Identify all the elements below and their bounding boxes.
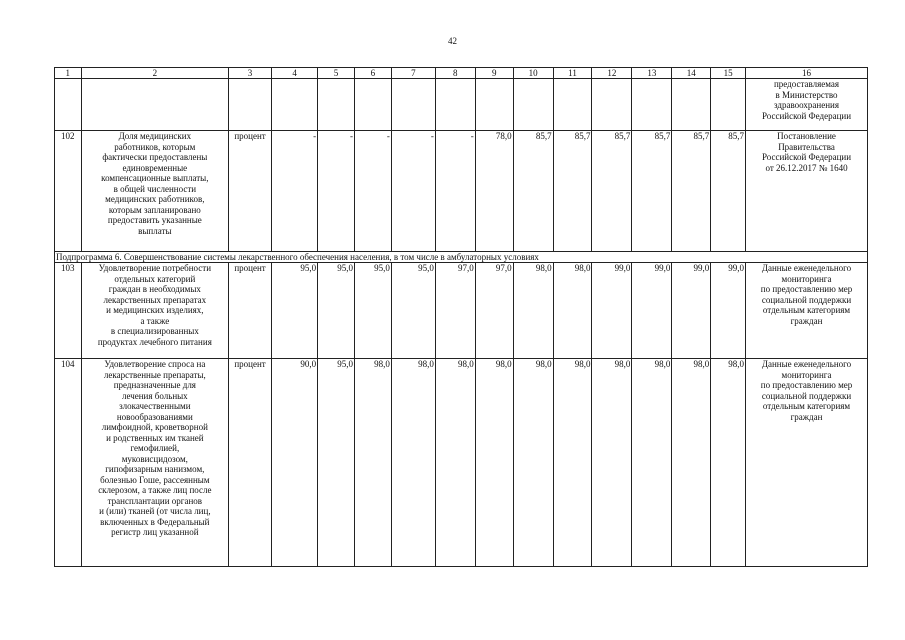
value-cell: - xyxy=(318,131,355,252)
value-cell: 95,0 xyxy=(391,263,435,359)
data-source: Постановление Правительства Российской Федерации от 26.12.2017 № 1640 xyxy=(746,131,868,252)
value-cell xyxy=(354,79,391,131)
indicator-name: Удовлетворение спроса на лекарственные препараты, предназначенные для лечения больных злокачественными новообразованиями лимфоидной, кроветворной и родственных им тканей гемофилией, муковисцидозом, гипофизарным нанизмом, болезнью Гоше, рассеянным склерозом, а также лиц после трансплантации органов и (или) тканей (от числа лиц, включенных в Федеральный регистр лиц указанной xyxy=(81,359,228,567)
header-cell: 11 xyxy=(553,68,592,79)
value-cell: - xyxy=(272,131,318,252)
unit: процент xyxy=(229,359,272,567)
header-cell: 2 xyxy=(81,68,228,79)
value-cell: 78,0 xyxy=(475,131,513,252)
value-cell: 98,0 xyxy=(513,263,553,359)
page-number: 42 xyxy=(448,36,457,46)
value-cell: 98,0 xyxy=(391,359,435,567)
value-cell xyxy=(475,79,513,131)
indicator-name: Удовлетворение потребности отдельных категорий граждан в необходимых лекарственных препаратах и медицинских изделиях, а также в специализированных продуктах лечебного питания xyxy=(81,263,228,359)
value-cell: 98,0 xyxy=(513,359,553,567)
header-cell: 14 xyxy=(672,68,711,79)
value-cell: 90,0 xyxy=(272,359,318,567)
value-cell: 99,0 xyxy=(711,263,746,359)
value-cell: 98,0 xyxy=(632,359,672,567)
data-source: Данные еженедельного мониторинга по предоставлению мер социальной поддержки отдельным категориям граждан xyxy=(746,263,868,359)
data-source: Данные еженедельного мониторинга по предоставлению мер социальной поддержки отдельным категориям граждан xyxy=(746,359,868,567)
row-number: 102 xyxy=(55,131,82,252)
row-number xyxy=(55,79,82,131)
value-cell: 98,0 xyxy=(435,359,475,567)
value-cell: - xyxy=(391,131,435,252)
unit xyxy=(229,79,272,131)
header-cell: 12 xyxy=(592,68,632,79)
value-cell: 85,7 xyxy=(672,131,711,252)
value-cell: 95,0 xyxy=(318,359,355,567)
data-source: предоставляемая в Министерство здравоохранения Российской Федерации xyxy=(746,79,868,131)
value-cell: 85,7 xyxy=(632,131,672,252)
header-cell: 8 xyxy=(435,68,475,79)
value-cell: 95,0 xyxy=(318,263,355,359)
value-cell: 97,0 xyxy=(475,263,513,359)
table-row xyxy=(55,79,868,131)
value-cell xyxy=(318,79,355,131)
value-cell: 85,7 xyxy=(513,131,553,252)
header-cell: 4 xyxy=(272,68,318,79)
value-cell: 98,0 xyxy=(553,263,592,359)
subprogram-heading-row xyxy=(55,252,868,263)
unit: процент xyxy=(229,263,272,359)
value-cell: 98,0 xyxy=(592,359,632,567)
header-cell: 7 xyxy=(391,68,435,79)
value-cell xyxy=(513,79,553,131)
value-cell: 98,0 xyxy=(711,359,746,567)
value-cell: 85,7 xyxy=(711,131,746,252)
value-cell: - xyxy=(435,131,475,252)
value-cell xyxy=(391,79,435,131)
table-row xyxy=(55,131,868,252)
value-cell xyxy=(672,79,711,131)
header-cell: 6 xyxy=(354,68,391,79)
header-cell: 5 xyxy=(318,68,355,79)
header-cell: 3 xyxy=(229,68,272,79)
table-row xyxy=(55,359,868,567)
row-number: 103 xyxy=(55,263,82,359)
indicator-name xyxy=(81,79,228,131)
header-cell: 13 xyxy=(632,68,672,79)
value-cell xyxy=(592,79,632,131)
value-cell: 98,0 xyxy=(672,359,711,567)
value-cell: 98,0 xyxy=(553,359,592,567)
indicator-name: Доля медицинских работников, которым фактически предоставлены единовременные компенсационные выплаты, в общей численности медицинских работников, которым запланировано предоставить указанные выплаты xyxy=(81,131,228,252)
header-cell: 1 xyxy=(55,68,82,79)
value-cell: 99,0 xyxy=(632,263,672,359)
header-cell: 9 xyxy=(475,68,513,79)
value-cell: 98,0 xyxy=(475,359,513,567)
value-cell: 95,0 xyxy=(272,263,318,359)
subprogram-heading: Подпрограмма 6. Совершенствование системы лекарственного обеспечения населения, в том числе в амбулаторных условиях xyxy=(55,252,868,263)
value-cell: 99,0 xyxy=(592,263,632,359)
table-row xyxy=(55,263,868,359)
value-cell xyxy=(435,79,475,131)
header-cell: 15 xyxy=(711,68,746,79)
value-cell: 99,0 xyxy=(672,263,711,359)
row-number: 104 xyxy=(55,359,82,567)
value-cell xyxy=(711,79,746,131)
value-cell: 95,0 xyxy=(354,263,391,359)
value-cell xyxy=(553,79,592,131)
value-cell: - xyxy=(354,131,391,252)
value-cell: 97,0 xyxy=(435,263,475,359)
value-cell xyxy=(272,79,318,131)
value-cell: 98,0 xyxy=(354,359,391,567)
value-cell: 85,7 xyxy=(553,131,592,252)
header-row xyxy=(55,68,868,79)
value-cell: 85,7 xyxy=(592,131,632,252)
unit: процент xyxy=(229,131,272,252)
value-cell xyxy=(632,79,672,131)
header-cell: 16 xyxy=(746,68,868,79)
header-cell: 10 xyxy=(513,68,553,79)
indicators-table xyxy=(54,67,868,567)
